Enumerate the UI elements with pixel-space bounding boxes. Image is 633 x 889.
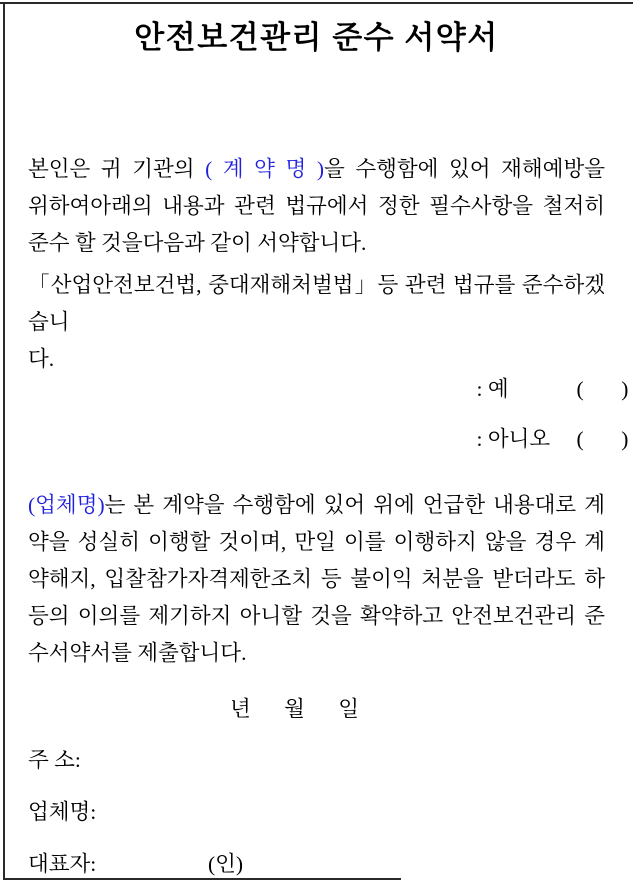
intro-line1-pre: 본인은 귀 기관의: [28, 157, 206, 181]
pledge-paragraph-line5: 수서약서를 제출합니다.: [28, 641, 247, 665]
representative-field-label: 대표자:: [28, 852, 97, 876]
intro-paragraph-line2: 위하여아래의 내용과 관련 법규에서 정한 필수사항을 철저히: [28, 194, 605, 218]
company-field-label: 업체명:: [28, 800, 97, 824]
contract-name-placeholder: ( 계 약 명 ): [205, 157, 325, 181]
answer-no-row: [455, 400, 628, 478]
law-compliance-line1: 「산업안전보건법, 중대재해처벌법」등 관련 법규를 준수하겠습니: [28, 273, 605, 334]
pledge-paragraph: [28, 487, 605, 672]
answer-no-checkbox-blank: ( ): [576, 427, 629, 451]
intro-paragraph-line3: 준수 할 것을다음과 같이 서약합니다.: [28, 231, 367, 255]
page-border-left: [3, 2, 5, 879]
pledge-paragraph-line1: [28, 487, 605, 524]
page-border-bottom: [3, 878, 401, 880]
pledge-line1-post: 는 본 계약을 수행함에 있어 위에 언급한 내용대로 계: [104, 493, 605, 517]
answer-no-label: : 아니오: [476, 427, 551, 451]
law-compliance-line2: 다.: [28, 347, 55, 371]
pledge-paragraph-line3: 약해지, 입찰참가자격제한조치 등 불이익 처분을 받더라도 하: [28, 567, 605, 591]
company-name-placeholder: (업체명): [28, 493, 105, 517]
intro-paragraph: [28, 151, 605, 262]
seal-mark: (인): [208, 852, 244, 876]
intro-paragraph-line1: [28, 151, 605, 188]
address-field-label: 주 소:: [28, 748, 81, 772]
intro-line1-post: 을 수행함에 있어 재해예방을: [324, 157, 605, 181]
answer-yes-checkbox-blank: ( ): [576, 377, 629, 401]
page-title: 안전보건관리 준수 서약서: [134, 20, 499, 55]
page-border-top: [0, 2, 633, 4]
pledge-paragraph-line4: 등의 이의를 제기하지 아니할 것을 확약하고 안전보건관리 준: [28, 604, 605, 628]
answer-yes-label: : 예: [476, 377, 509, 401]
date-blank-line: 년 월 일: [230, 697, 360, 721]
pledge-paragraph-line2: 약을 성실히 이행할 것이며, 만일 이를 이행하지 않을 경우 계: [28, 530, 605, 554]
